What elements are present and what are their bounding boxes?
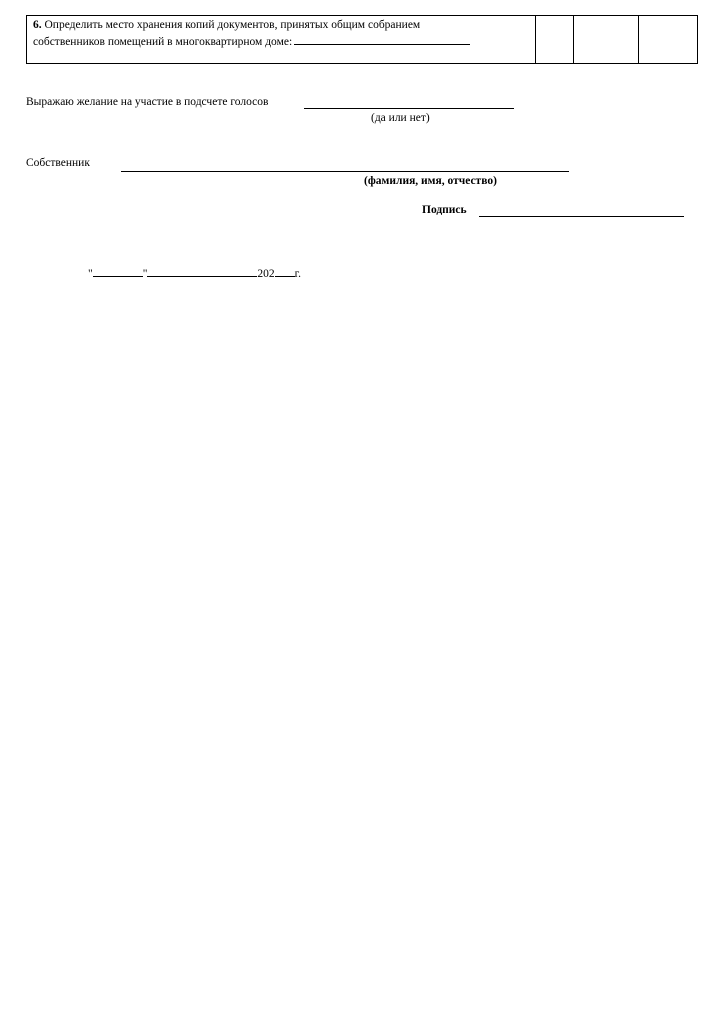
signature-field[interactable]: [479, 216, 684, 217]
date-day-field[interactable]: [93, 265, 143, 277]
storage-place-field[interactable]: [294, 33, 470, 45]
question-row: [26, 15, 698, 64]
vote-cell-divider: [573, 16, 574, 63]
date-month-field[interactable]: [147, 265, 257, 277]
owner-label: Собственник: [26, 157, 90, 169]
signature-label: Подпись: [422, 204, 467, 216]
date-year-field[interactable]: [275, 265, 295, 277]
date-open-quote: ": [88, 268, 93, 280]
question-number: 6.: [33, 19, 42, 31]
date-close-quote: ": [142, 268, 148, 280]
question-line-2: собственников помещений в многоквартирном доме:: [33, 36, 293, 48]
owner-hint: (фамилия, имя, отчество): [364, 175, 497, 187]
date-row: [88, 265, 301, 280]
vote-cell-divider: [535, 16, 536, 63]
counting-label: Выражаю желание на участие в подсчете голосов: [26, 96, 269, 108]
owner-name-field[interactable]: [121, 171, 569, 172]
storage-place-field-continuation[interactable]: [26, 63, 84, 64]
vote-cell-divider: [638, 16, 639, 63]
counting-answer-field[interactable]: [304, 108, 514, 109]
counting-hint: (да или нет): [371, 112, 430, 124]
question-text: [33, 18, 533, 50]
date-year-prefix: 202: [257, 268, 275, 280]
date-suffix: г.: [294, 268, 301, 280]
question-line-1: Определить место хранения копий документов, принятых общим собранием: [44, 19, 421, 31]
